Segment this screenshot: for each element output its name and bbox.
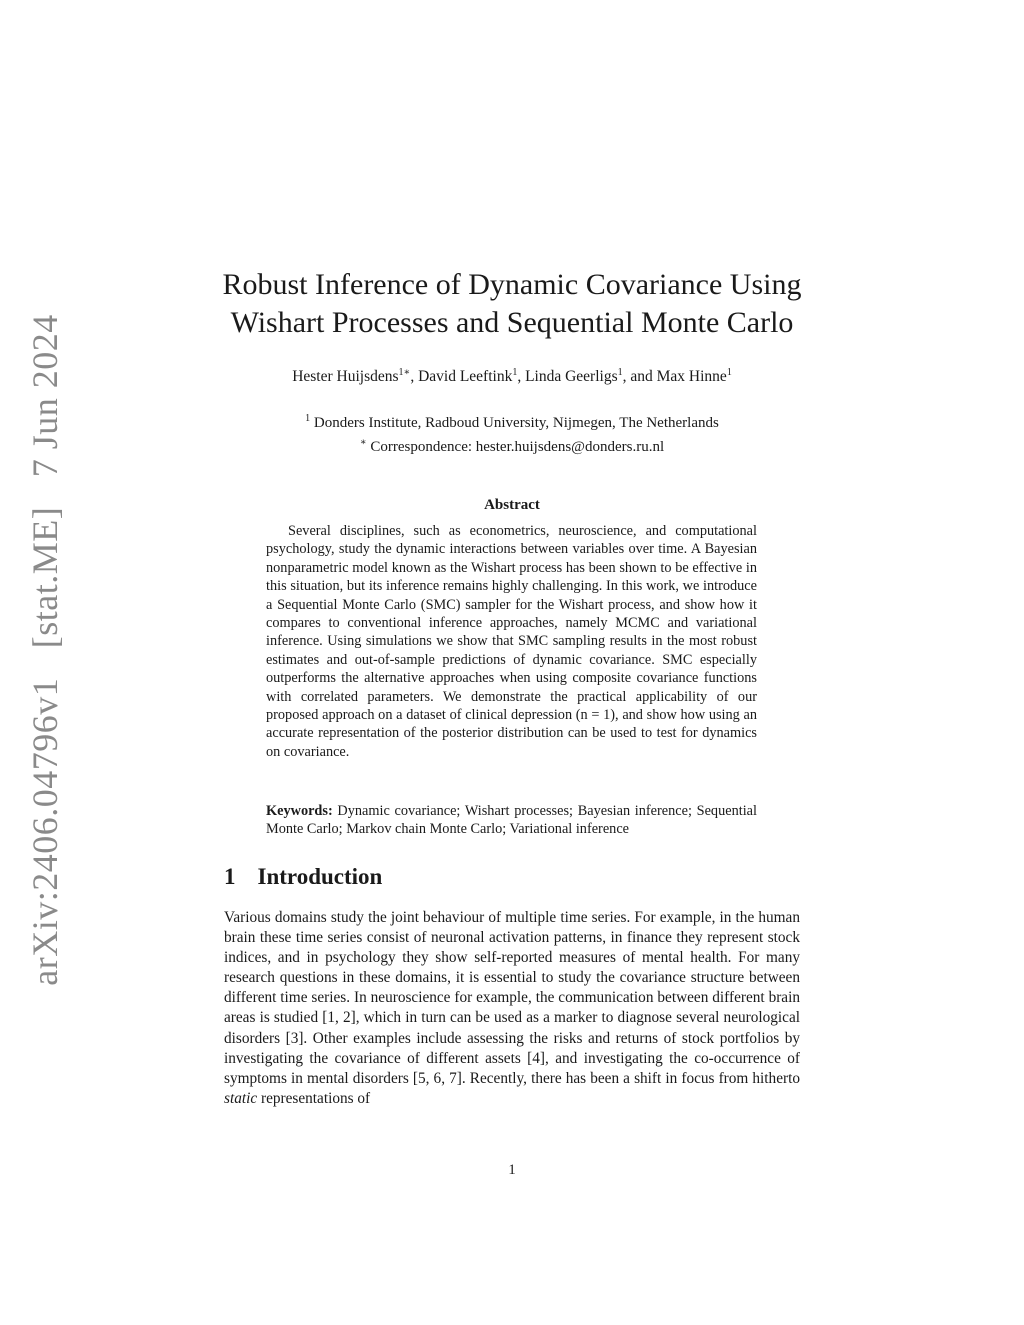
- paper-title: [150, 266, 874, 342]
- introduction-paragraph: [224, 908, 800, 1109]
- arxiv-date: 7 Jun 2024: [25, 314, 65, 478]
- correspondence-text: Correspondence: hester.huijsdens@donders.ru.nl: [370, 439, 665, 455]
- keywords-text: Dynamic covariance; Wishart processes; Bayesian inference; Sequential Monte Carlo; Markov chain Monte Carlo; Variational inference: [266, 803, 757, 838]
- author-separator: ,: [410, 368, 419, 386]
- author-affil-mark: 1: [512, 367, 518, 378]
- intro-text-tail: representations of: [257, 1089, 371, 1107]
- correspondence-mark: ∗: [359, 437, 367, 448]
- affiliation: [150, 413, 874, 432]
- page-number: 1: [508, 1162, 516, 1178]
- abstract-text: Several disciplines, such as econometrics, neuroscience, and computational psychology, study the dynamic interactions between variables over time. A Bayesian nonparametric model known as the Wishart process has been shown to be effective in this situation, but its inference remains highly challenging. In this work, we introduce a Sequential Monte Carlo (SMC) sampler for the Wishart process, and show how it compares to conventional inference approaches, namely MCMC and variational inference. Using simulations we show that SMC sampling results in the most robust estimates and out-of-sample predictions of dynamic covariance. SMC especially outperforms the alternative approaches when using composite covariance functions with correlated parameters. We demonstrate the practical applicability of our proposed approach on a dataset of clinical depression (n = 1), and show how using an accurate representation of the posterior distribution can be used to test for dynamics on covariance.: [266, 523, 757, 760]
- arxiv-category: [stat.ME]: [25, 506, 65, 649]
- intro-emphasis: static: [224, 1089, 258, 1107]
- author-name: David Leeftink: [418, 368, 513, 386]
- title-line-2: Wishart Processes and Sequential Monte Carlo: [230, 306, 794, 339]
- section-number: 1: [224, 864, 236, 889]
- author-name: Linda Geerligs: [525, 368, 618, 386]
- author-separator: ,: [517, 368, 526, 386]
- keywords-label: Keywords:: [266, 803, 333, 819]
- author-name: Hester Huijsdens: [292, 368, 399, 386]
- affiliation-text: Donders Institute, Radboud University, Nijmegen, The Netherlands: [313, 415, 719, 431]
- author-list: [150, 367, 874, 386]
- section-heading: [224, 864, 382, 890]
- abstract-heading: Abstract: [484, 497, 540, 513]
- section-title: Introduction: [257, 864, 383, 889]
- author-name: Max Hinne: [656, 368, 727, 386]
- author-affil-mark: 1: [617, 367, 623, 378]
- affiliation-mark: 1: [305, 413, 311, 424]
- title-line-1: Robust Inference of Dynamic Covariance Using: [222, 268, 802, 301]
- author-separator: , and: [622, 368, 657, 386]
- intro-text: Various domains study the joint behaviour of multiple time series. For example, in the human brain these time series consist of neuronal activation patterns, in finance they represent stock indices, and in psychology they show self-reported measures of mental health. For many research questions in these domains, it is essential to study the covariance structure between different time series. In neuroscience for example, the communication between different brain areas is studied [1, 2], which in turn can be used as a marker to diagnose several neurological disorders [3]. Other examples include assessing the risks and returns of stock portfolios by investigating the covariance of different assets [4], and investigating the co-occurrence of symptoms in mental disorders [5, 6, 7]. Recently, there has been a shift in focus from hitherto: [224, 909, 800, 1087]
- arxiv-identifier-stamp: [24, 304, 66, 995]
- keywords: [266, 802, 757, 839]
- author-affil-mark: 1: [726, 367, 732, 378]
- author-affil-mark: 1∗: [398, 367, 411, 378]
- arxiv-id: arXiv:2406.04796v1: [25, 677, 65, 986]
- correspondence: [150, 437, 874, 456]
